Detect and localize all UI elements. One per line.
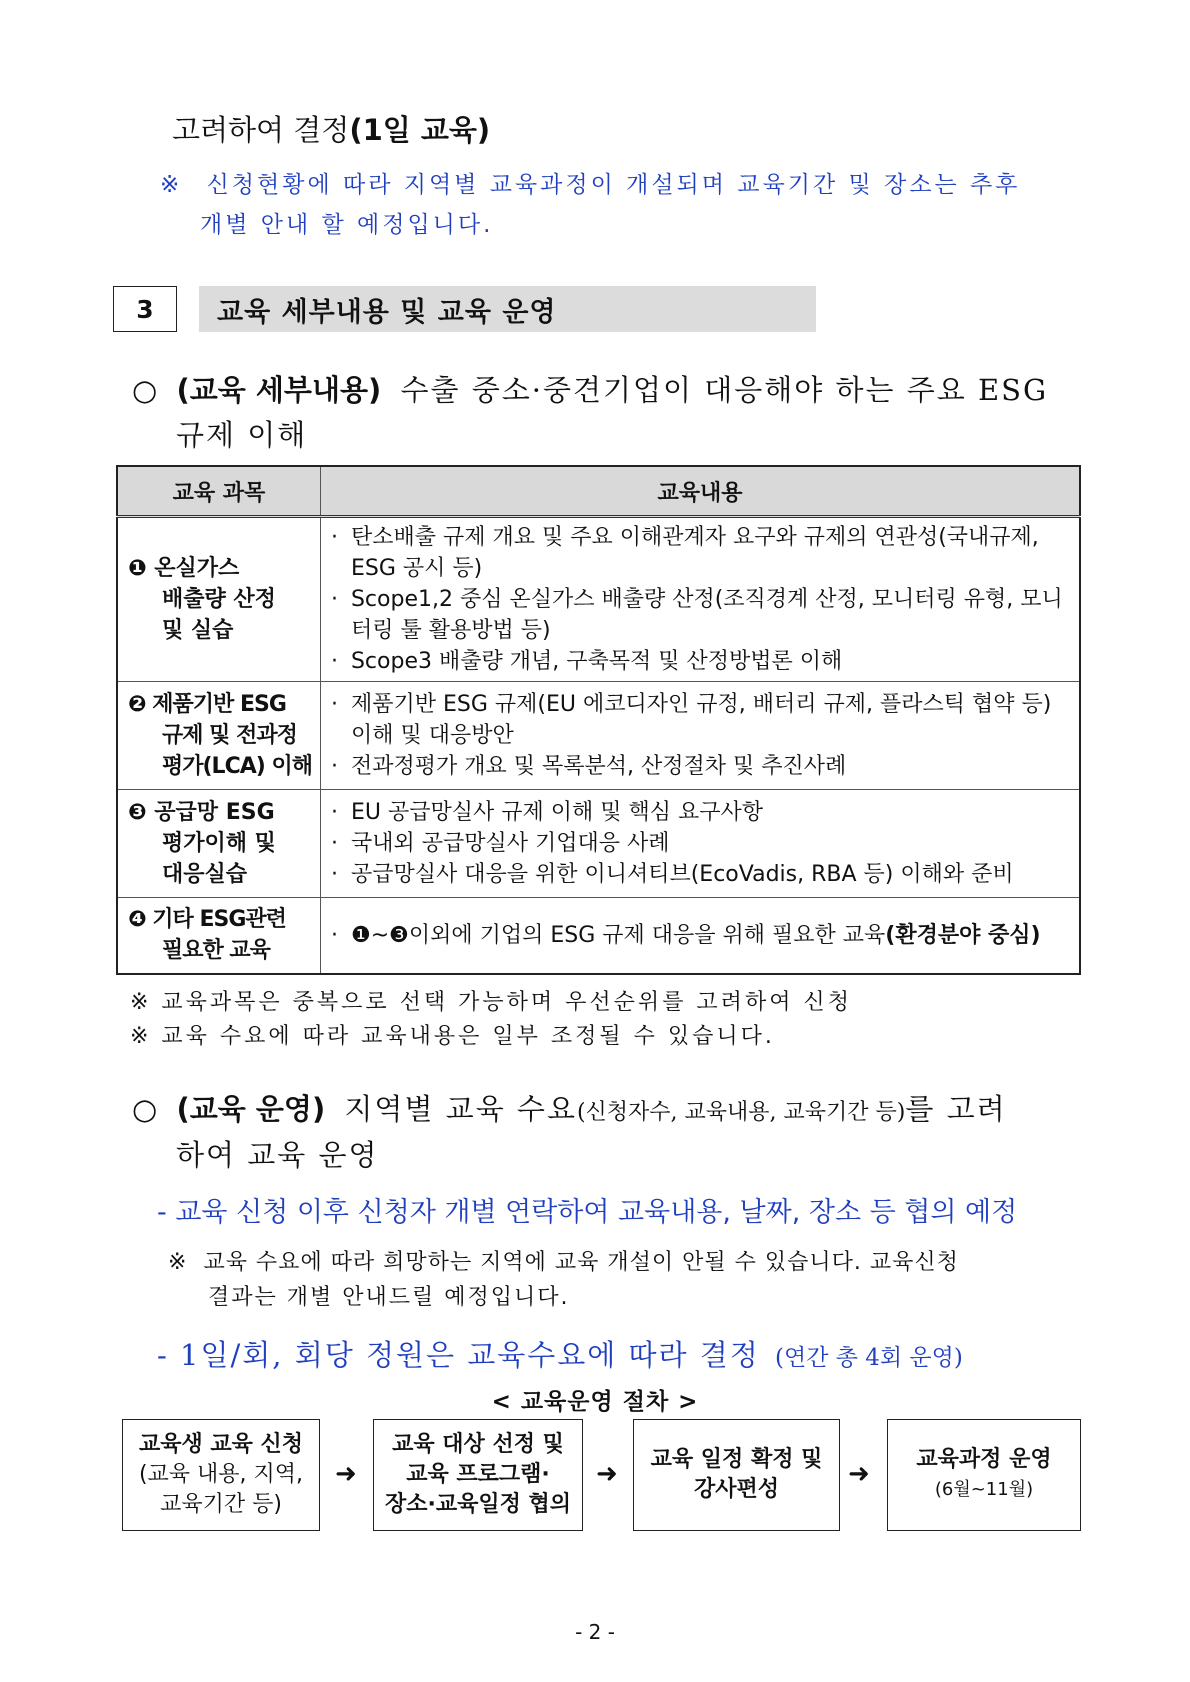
flow-step-title: 교육 일정 확정 및 xyxy=(650,1447,823,1472)
curriculum-table xyxy=(116,465,1081,975)
operation-text: 지역별 교육 수요 xyxy=(344,1092,577,1126)
subject-line: 및 실습 xyxy=(162,618,234,643)
operation-dash-1: - 교육 신청 이후 신청자 개별 연락하여 교육내용, 날짜, 장소 등 협의 예정 xyxy=(157,1197,1018,1228)
table-row xyxy=(117,682,1080,790)
flow-step-4 xyxy=(887,1419,1081,1531)
subject-line: 평가(LCA) 이해 xyxy=(162,754,312,779)
page-number: - 2 - xyxy=(575,1620,615,1644)
bullet-circle: ○ xyxy=(132,1092,158,1126)
note-line-1 xyxy=(160,166,1020,199)
content-item: · 전과정평가 개요 및 목록분석, 산정절차 및 추진사례 xyxy=(329,751,1071,782)
flow-step-3 xyxy=(633,1419,840,1531)
subject-line: ❶ 온실가스 xyxy=(128,556,240,581)
detail-text: 수출 중소·중견기업이 대응해야 하는 주요 ESG xyxy=(400,373,1049,407)
table-note-1: ※ 교육과목은 중복으로 선택 가능하며 우선순위를 고려하여 신청 xyxy=(130,990,852,1015)
content-item: · 국내외 공급망실사 기업대응 사례 xyxy=(329,828,1071,859)
flow-step-title: 교육생 교육 신청 xyxy=(138,1432,304,1457)
subject-cell xyxy=(117,682,320,790)
flow-step-detail: (6월~11월) xyxy=(934,1479,1034,1500)
content-item xyxy=(329,920,1071,951)
subject-line: ❸ 공급망 ESG xyxy=(128,800,275,825)
operation-label: (교육 운영) xyxy=(176,1092,326,1126)
operation-note-text: 교육 수요에 따라 희망하는 지역에 교육 개설이 안될 수 있습니다. 교육신청 xyxy=(203,1250,959,1275)
flow-arrow-icon: ➜ xyxy=(335,1459,357,1489)
header-subject: 교육 과목 xyxy=(117,466,320,517)
subject-cell xyxy=(117,517,320,682)
subject-cell xyxy=(117,790,320,898)
table-note-2: ※ 교육 수요에 따라 교육내용은 일부 조정될 수 있습니다. xyxy=(130,1024,775,1049)
operation-dash-2 xyxy=(157,1333,963,1374)
content-item-emphasis: (환경분야 중심) xyxy=(885,922,1041,948)
detail-line-2: 규제 이해 xyxy=(176,418,308,452)
flow-step-detail: (교육 내용, 지역, xyxy=(138,1462,304,1487)
section-title: 교육 세부내용 및 교육 운영 xyxy=(199,286,816,332)
flow-step-2 xyxy=(373,1419,583,1531)
content-cell xyxy=(320,898,1080,974)
flow-step-title: 교육 대상 선정 및 xyxy=(392,1432,564,1457)
operation-line-1 xyxy=(132,1087,1007,1128)
operation-note-line-2: 결과는 개별 안내드릴 예정입니다. xyxy=(208,1285,570,1310)
operation-small-text: (신청자수, 교육내용, 교육기간 등) xyxy=(576,1100,906,1125)
content-item: · 공급망실사 대응을 위한 이니셔티브(EcoVadis, RBA 등) 이해와 준비 xyxy=(329,859,1071,890)
subject-line: 배출량 산정 xyxy=(162,587,276,612)
note-mark: ※ xyxy=(160,172,183,198)
flow-step-title: 장소·교육일정 협의 xyxy=(384,1492,572,1517)
section-number: 3 xyxy=(113,286,177,332)
flow-step-title: 강사편성 xyxy=(693,1477,779,1502)
header-content: 교육내용 xyxy=(320,466,1080,517)
content-item: · Scope3 배출량 개념, 구축목적 및 산정방법론 이해 xyxy=(329,646,1071,677)
table-row xyxy=(117,898,1080,974)
operation-dash-2-note: (연간 총 4회 운영) xyxy=(775,1345,963,1371)
note-line-2: 개별 안내 할 예정입니다. xyxy=(200,212,494,238)
subject-line: ❷ 제품기반 ESG xyxy=(128,692,286,717)
content-item: · Scope1,2 중심 온실가스 배출량 산정(조직경계 산정, 모니터링 유형, 모니터링 툴 활용방법 등) xyxy=(329,584,1071,646)
flow-arrow-icon: ➜ xyxy=(596,1459,618,1489)
content-cell xyxy=(320,517,1080,682)
operation-note-line-1 xyxy=(168,1245,959,1276)
table-row xyxy=(117,790,1080,898)
subject-line: 평가이해 및 xyxy=(162,831,276,856)
detail-line-1 xyxy=(132,368,1048,409)
operation-dash-2-text: - 1일/회, 회당 정원은 교육수요에 따라 결정 xyxy=(157,1338,760,1372)
intro-bold-text: (1일 교육) xyxy=(349,113,491,147)
content-item: · 제품기반 ESG 규제(EU 에코디자인 규정, 배터리 규제, 플라스틱 협약 등) 이해 및 대응방안 xyxy=(329,689,1071,751)
subject-line: 대응실습 xyxy=(162,862,248,887)
operation-text-end: 를 고려 xyxy=(905,1092,1007,1126)
note-mark: ※ xyxy=(168,1250,188,1275)
content-item-text: ❶~❸이외에 기업의 ESG 규제 대응을 위해 필요한 교육 xyxy=(350,922,886,948)
subject-cell xyxy=(117,898,320,974)
subject-line: 규제 및 전과정 xyxy=(162,723,297,748)
flow-title: < 교육운영 절차 > xyxy=(491,1389,699,1415)
content-item: · EU 공급망실사 규제 이해 및 핵심 요구사항 xyxy=(329,797,1071,828)
content-item: · 탄소배출 규제 개요 및 주요 이해관계자 요구와 규제의 연관성(국내규제, ESG 공시 등) xyxy=(329,522,1071,584)
bullet-circle: ○ xyxy=(132,373,158,407)
flow-step-detail: 교육기간 등) xyxy=(160,1492,282,1517)
subject-line: ❹ 기타 ESG관련 xyxy=(128,907,286,933)
operation-line-2: 하여 교육 운영 xyxy=(176,1138,379,1172)
content-cell xyxy=(320,790,1080,898)
flow-step-title: 교육과정 운영 xyxy=(916,1447,1052,1472)
detail-label: (교육 세부내용) xyxy=(176,373,382,407)
table-row xyxy=(117,517,1080,682)
subject-line: 필요한 교육 xyxy=(162,938,270,964)
intro-line xyxy=(172,108,490,149)
content-cell xyxy=(320,682,1080,790)
note-text-1: 신청현황에 따라 지역별 교육과정이 개설되며 교육기간 및 장소는 추후 xyxy=(206,172,1021,198)
flow-step-1 xyxy=(122,1419,320,1531)
table-header-row xyxy=(117,466,1080,517)
flow-step-title: 교육 프로그램· xyxy=(406,1462,550,1487)
flow-arrow-icon: ➜ xyxy=(848,1459,870,1489)
intro-text: 고려하여 결정 xyxy=(172,113,350,147)
